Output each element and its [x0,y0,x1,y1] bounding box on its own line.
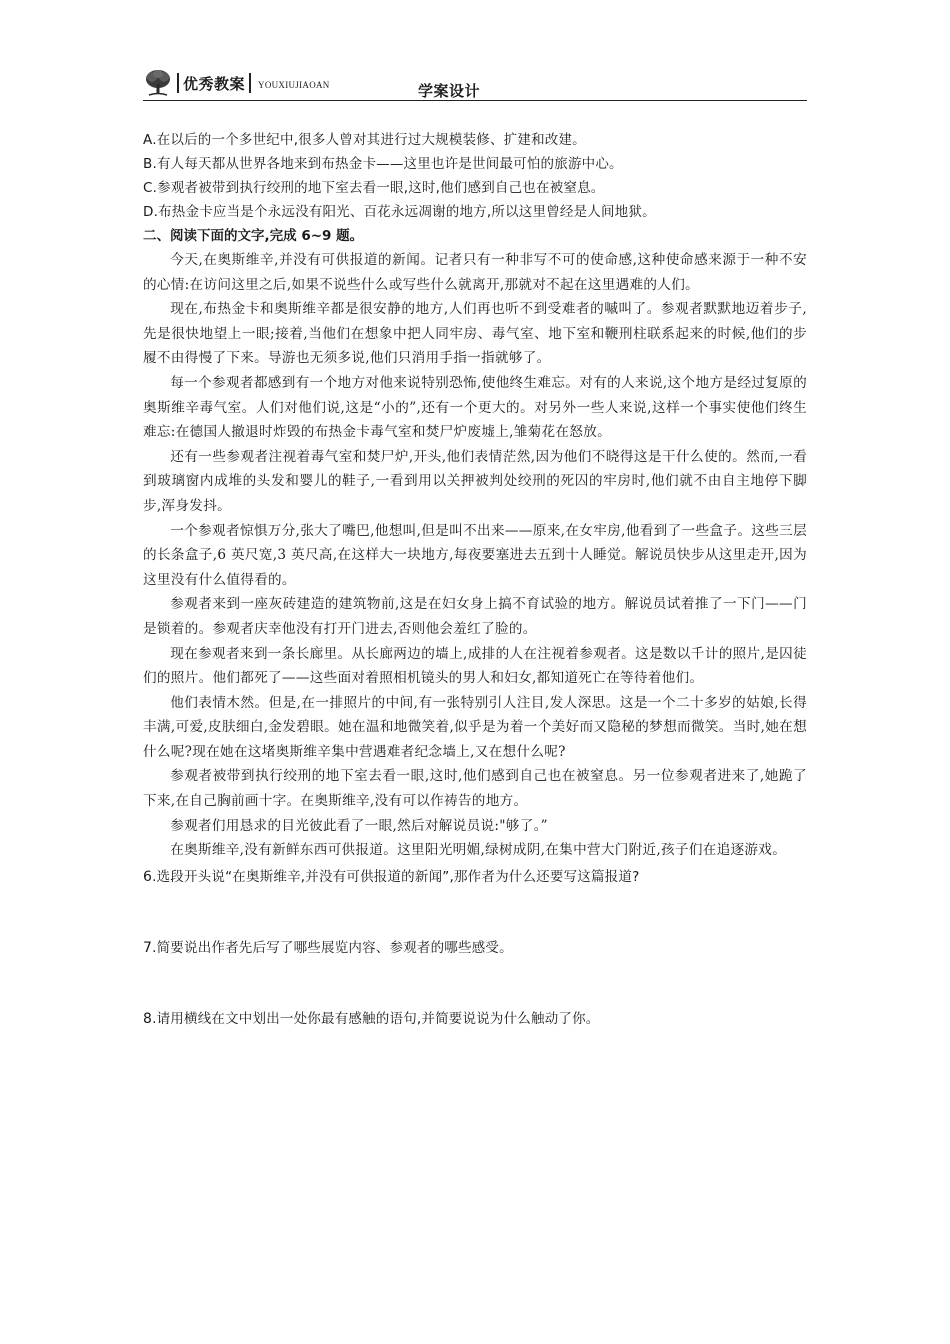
page-content [143,128,807,1031]
passage-paragraph: 参观者来到一座灰砖建造的建筑物前,这是在妇女身上搞不育试验的地方。解说员试着推了一下门——门是锁着的。参观者庆幸他没有打开门进去,否则他会羞红了脸的。 [143,596,807,637]
logo-separator [177,73,179,93]
passage-paragraph: 参观者被带到执行绞刑的地下室去看一眼,这时,他们感到自己也在被窒息。另一位参观者进来了,她跪了下来,在自己胸前画十字。在奥斯维辛,没有可以作祷告的地方。 [143,768,807,810]
question-7 [143,936,807,960]
question-text: .简要说出作者先后写了哪些展览内容、参观者的哪些感受。 [152,939,513,956]
option-b: B.有人每天都从世界各地来到布热金卡——这里也许是世间最可怕的旅游中心。 [143,156,623,172]
section-heading: 二、阅读下面的文字,完成 6~9 题。 [143,228,364,244]
question-text: .选段开头说“在奥斯维辛,并没有可供报道的新闻”,那作者为什么还要写这篇报道? [152,868,640,885]
passage-paragraph: 一个参观者惊惧万分,张大了嘴巴,他想叫,但是叫不出来——原来,在女牢房,他看到了一些盒子。这些三层的长条盒子,6 英尺宽,3 英尺高,在这样大一块地方,每夜要塞进去五到十人睡觉。解说员快步从这里走开,因为这里没有什么值得看的。 [143,522,807,588]
passage-paragraph: 每一个参观者都感到有一个地方对他来说特别恐怖,使他终生难忘。对有的人来说,这个地方是经过复原的奥斯维辛毒气室。人们对他们说,这是“小的”,还有一个更大的。对另外一些人来说,这样一个事实使他们终生难忘:在德国人撤退时炸毁的布热金卡毒气室和焚尸炉废墟上,雏菊花在怒放。 [143,374,807,441]
passage-paragraph: 在奥斯维辛,没有新鲜东西可供报道。这里阳光明媚,绿树成阴,在集中营大门附近,孩子们在追逐游戏。 [170,842,787,859]
option-a: A.在以后的一个多世纪中,很多人曾对其进行过大规模装修、扩建和改建。 [143,132,586,148]
question-number: 7 [143,939,153,956]
page-header [143,66,807,101]
option-c: C.参观者被带到执行绞刑的地下室去看一眼,这时,他们感到自己也在被窒息。 [143,180,605,196]
tree-icon [143,68,173,98]
logo-separator [249,73,251,93]
passage-paragraph: 参观者们用恳求的目光彼此看了一眼,然后对解说员说:"够了。” [170,817,548,834]
question-number: 6 [143,868,153,885]
passage-paragraph: 现在参观者来到一条长廊里。从长廊两边的墙上,成排的人在注视着参观者。这是数以千计的照片,是囚徒们的照片。他们都死了——这些面对着照相机镜头的男人和妇女,都知道死亡在等待着他们。 [143,645,807,687]
logo-english-text: YOUXIUJIAOAN [258,80,330,90]
logo-chinese-text: 优秀教案 [183,74,246,93]
passage-paragraph: 还有一些参观者注视着毒气室和焚尸炉,开头,他们表情茫然,因为他们不晓得这是干什么使的。然而,一看到玻璃窗内成堆的头发和婴儿的鞋子,一看到用以关押被判处绞刑的死囚的牢房时,他们就不由自主地停下脚步,浑身发抖。 [143,448,807,514]
question-8 [143,1007,807,1031]
passage-paragraph: 他们表情木然。但是,在一排照片的中间,有一张特别引人注目,发人深思。这是一个二十多岁的姑娘,长得丰满,可爱,皮肤细白,金发碧眼。她在温和地微笑着,似乎是为着一个美好而又隐秘的梦想而微笑。当时,她在想什么呢?现在她在这堵奥斯维辛集中营遇难者纪念墙上,又在想什么呢? [143,694,807,760]
logo [143,68,330,98]
question-number: 8 [143,1010,153,1027]
passage-paragraph: 今天,在奥斯维辛,并没有可供报道的新闻。记者只有一种非写不可的使命感,这种使命感来源于一种不安的心情:在访问这里之后,如果不说些什么或写些什么就离开,那就对不起在这里遇难的人们。 [143,252,807,293]
question-6 [143,865,807,889]
passage-paragraph: 现在,布热金卡和奥斯维辛都是很安静的地方,人们再也听不到受难者的嘁叫了。参观者默默地迈着步子,先是很快地望上一眼;接着,当他们在想象中把人同牢房、毒气室、地下室和鞭刑柱联系起来的时候,他们的步履不由得慢了下来。导游也无须多说,他们只消用手指一指就够了。 [143,301,807,367]
option-d: D.布热金卡应当是个永远没有阳光、百花永远凋谢的地方,所以这里曾经是人间地狱。 [143,204,656,220]
document-title: 学案设计 [418,82,481,100]
question-text: .请用横线在文中划出一处你最有感触的语句,并简要说说为什么触动了你。 [152,1010,600,1027]
